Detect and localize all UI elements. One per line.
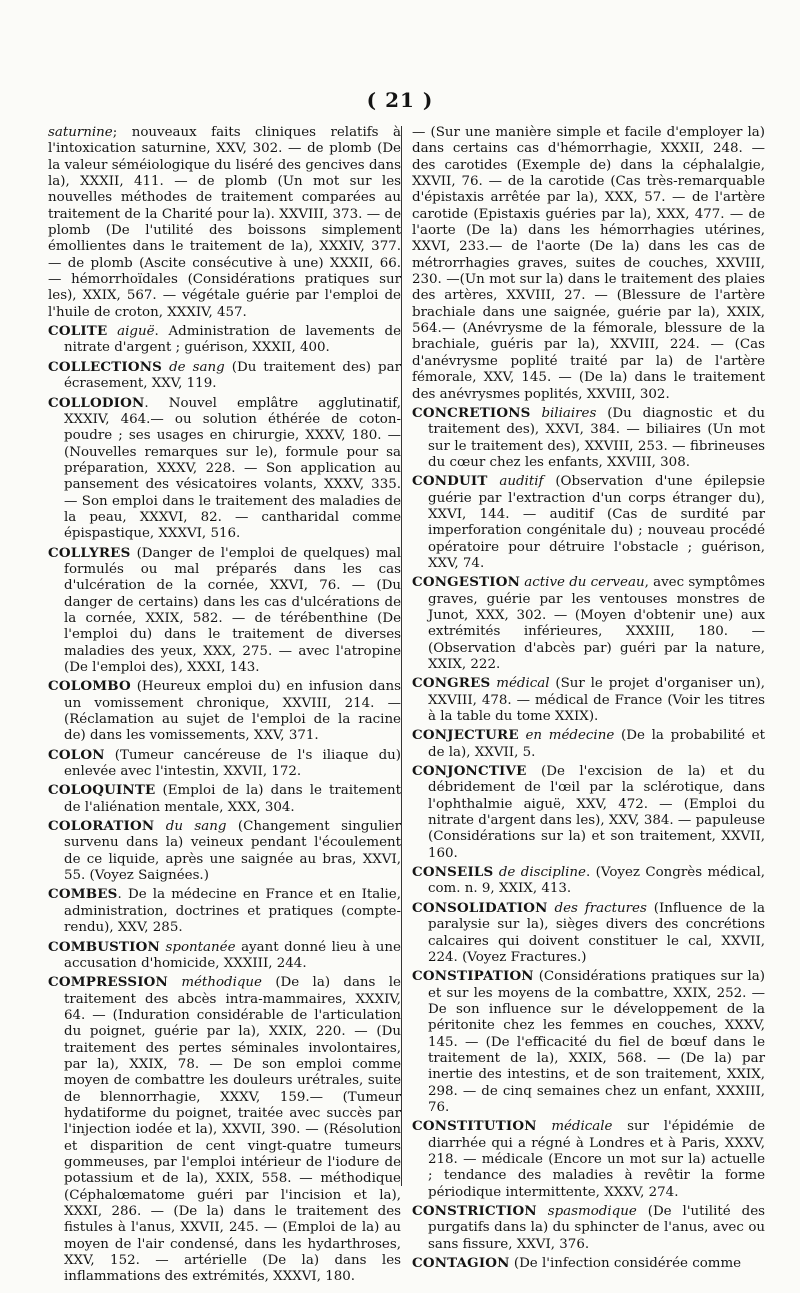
entry-text: (Considérations pratiques sur la) et sur les moyens de la combattre, XXIX, 252. — De son influence sur le développement de la péritonite chez les femmes en couches, XXXV, 145. — (De l'efficacité du fiel de bœuf dans le traitement de la), XXIX, 568. — (De la) par inertie des intestins, et de son traitement, XXIX, 298. — de cinq semaines chez un enfant, XXXIII, 76.: [428, 969, 765, 1115]
entry-headword: COLOQUINTE: [48, 782, 156, 799]
entry-headword: CONGRES: [412, 675, 491, 692]
entry-headword: COMBUSTION: [48, 938, 160, 955]
index-entry: [48, 974, 401, 1286]
entry-text: (Du diagnostic et du traitement des), XXVI, 384. — biliaires (Un mot sur le traitement des), XXVIII, 253. — fibrineuses du cœur chez les enfants, XXVIII, 308.: [428, 405, 765, 470]
entry-text: (Changement singulier survenu dans la) veineux pendant l'écoulement de ce liquide, après une saignée au bras, XXVI, 55. (Voyez Saignées.): [64, 819, 401, 884]
entry-text: (Observation d'une épilepsie guérie par l'extraction d'un corps étranger du), XXVI, 144. — auditif (Cas de surdité par imperforation congénitale du) ; nouveau procédé opératoire pour détruire l'obstacle ; guérison, XXV, 74.: [428, 474, 765, 571]
entry-qualifier: active du cerveau: [524, 575, 645, 591]
column-divider: [401, 126, 402, 1186]
index-entry: [412, 473, 765, 572]
entry-qualifier: du sang: [165, 819, 227, 835]
entry-headword: CONSTITUTION: [412, 1118, 537, 1135]
entry-text: (De la probabilité et de la), XXVII, 5.: [428, 728, 765, 760]
index-entry: [412, 1255, 765, 1272]
entry-text: (Tumeur cancéreuse de l's iliaque du) enlevée avec l'intestin, XXVII, 172.: [64, 747, 401, 780]
entry-text: . (Voyez Congrès médical, com. n. 9, XXIX, 413.: [428, 865, 765, 897]
entry-text: (Danger de l'emploi de quelques) mal formulés ou mal préparés dans les cas d'ulcération de la cornée, XXVI, 76. — (Du danger de certains) dans les cas d'ulcérations de la cornée, XXIX, 582. — de térébenthine (De l'emploi du) dans le traitement de diverses maladies des yeux, XXX, 275. — avec l'atropine (De l'emploi des), XXXI, 143.: [64, 545, 401, 675]
index-entry: [412, 1203, 765, 1253]
entry-text: (Emploi de la) dans le traitement de l'aliénation mentale, XXX, 304.: [64, 783, 401, 815]
page-number: ( 21 ): [366, 88, 434, 112]
index-entry: [48, 818, 401, 884]
index-entry: [48, 545, 401, 677]
index-entry: [48, 359, 401, 393]
entry-headword: CONSTIPATION: [412, 968, 534, 985]
index-entry: [412, 900, 765, 966]
entry-text: sur l'épidémie de diarrhée qui a régné à Londres et à Paris, XXXV, 218. — médicale (Encore un mot sur la) actuelle ; tendance des maladies à revêtir la forme périodique intermittente, XXXV, 274.: [428, 1119, 765, 1200]
entry-text: . Nouvel emplâtre agglutinatif, XXXIV, 464.— ou solution éthérée de coton-poudre ; ses usages en chirurgie, XXXV, 180. — (Nouvelles remarques sur le), formule pour sa préparation, XXXV, 228. — Son application au pansement des vésicatoires volants, XXXV, 335. — Son emploi dans le traitement des maladies de la peau, XXXVI, 82. — cantharidal comme épispastique, XXXVI, 516.: [64, 395, 401, 542]
entry-headword: CONCRETIONS: [412, 404, 531, 421]
entry-qualifier: biliaires: [541, 405, 597, 421]
index-entry: [412, 864, 765, 898]
entry-qualifier: médicale: [551, 1119, 613, 1135]
entry-text: (Influence de la paralysie sur la), sièges divers des concrétions calcaires qui doivent constituer le cal, XXVII, 224. (Voyez Fractures.): [428, 900, 765, 965]
entry-qualifier: en médecine: [525, 728, 615, 744]
entry-text: — (Sur une manière simple et facile d'employer la) dans certains cas d'hémorrhagie, XXXII, 248. — des carotides (Exemple de) dans la céphalalgie, XXVII, 76. — de la carotide (Cas très-remarquable d'épistaxis arrêtée par la), XXX, 57. — de l'artère carotide (Epistaxis guéries par la), XXX, 477. — de l'aorte (De la) dans les hémorrhagies utérines, XXVI, 233.— de l'aorte (De la) dans les cas de métrorrhagies graves, suites de couches, XXVIII, 230. —(Un mot sur la) dans le traitement des plaies des artères, XXVIII, 27. — (Blessure de l'artère brachiale dans une saignée, guérie par la), XXIX, 564.— (Anévrysme de la fémorale, blessure de la brachiale, guéris par la), XXVIII, 224. — (Cas d'anévrysme poplité traité par la) de l'artère fémorale, XXV, 145. — (De la) dans le traitement des anévrysmes poplités, XXVIII, 302.: [412, 125, 765, 402]
entry-text: (Du traitement des) par écrasement, XXV, 119.: [64, 359, 402, 392]
entry-qualifier: aiguë: [117, 324, 155, 340]
entry-headword: CONSTRICTION: [412, 1203, 537, 1219]
entry-headword: CONGESTION: [412, 574, 521, 591]
index-entry: [48, 939, 401, 973]
entry-text: ; nouveaux faits cliniques relatifs à l'intoxication saturnine, XXV, 302. — de plomb (De la valeur séméiologique du liséré des gencives dans la), XXXII, 411. — de plomb (Un mot sur les nouvelles méthodes de traitement comparées au traitement de la Charité pour la). XXVIII, 373. — de plomb (De l'utilité des boissons simplement émollientes dans le traitement de la), XXXIV, 377. — de plomb (Ascite consécutive à une) XXXII, 66. — hémorrhoïdales (Considérations pratiques sur les), XXIX, 567. — végétale guérie par l'emploi de l'huile de croton, XXXIV, 457.: [48, 125, 401, 320]
entry-headword: COLLYRES: [48, 544, 131, 561]
entry-qualifier: spasmodique: [547, 1204, 637, 1219]
entry-text: ayant donné lieu à une accusation d'homicide, XXXIII, 244.: [64, 939, 401, 971]
entry-text: (De l'excision de la) et du débridement de l'œil par la sclérotique, dans l'ophthalmie aiguë, XXV, 472. — (Emploi du nitrate d'argent dans les), XXV, 384. — papuleuse (Considérations sur la) et son traitement, XXVII, 160.: [428, 764, 765, 861]
entry-text: . De la médecine en France et en Italie, administration, doctrines et pratiques (compte-rendu), XXV, 285.: [64, 887, 401, 936]
entry-headword: CONSOLIDATION: [412, 899, 548, 916]
index-entry: [48, 124, 401, 321]
entry-text: (Sur le projet d'organiser un), XXVIII, 478. — médical de France (Voir les titres à la table du tome XXIX).: [428, 676, 765, 725]
index-entry: [412, 574, 765, 673]
index-entry: [412, 727, 765, 761]
entry-headword: CONJECTURE: [412, 727, 519, 744]
entry-headword: COLLECTIONS: [48, 358, 163, 375]
index-entry: [48, 782, 401, 816]
entry-qualifier: de discipline: [498, 865, 586, 881]
entry-headword: COMPRESSION: [48, 974, 168, 991]
index-entry: [48, 747, 401, 781]
index-entry: [48, 323, 401, 357]
left-column: [48, 124, 401, 1288]
entry-qualifier: saturnine: [48, 125, 113, 140]
index-entry: [412, 968, 765, 1116]
entry-headword: CONTAGION: [412, 1255, 510, 1272]
entry-qualifier: spontanée: [165, 939, 236, 955]
right-column: [412, 124, 765, 1274]
entry-text: (Heureux emploi du) en infusion dans un vomissement chronique, XXVIII, 214. — (Réclamation au sujet de l'emploi de la racine de) dans les vomissements, XXV, 371.: [64, 679, 401, 744]
index-entry: [48, 395, 401, 543]
entry-headword: COLON: [48, 746, 105, 763]
entry-headword: COLORATION: [48, 818, 155, 835]
index-entry: [412, 124, 765, 403]
entry-text: (De la) dans le traitement des abcès intra-mammaires, XXXIV, 64. — (Induration considérable de l'articulation du poignet, guérie par la), XXIX, 220. — (Du traitement des pertes séminales involontaires, par la), XXIX, 78. — De son emploi comme moyen de combattre les douleurs urétrales, suite de blennorrhagie, XXXV, 159.— (Tumeur hydatiforme du poignet, traitée avec succès par l'injection iodée et la), XXVII, 390. — (Résolution et disparition de cent vingt-quatre tumeurs gommeuses, par l'emploi intérieur de l'iodure de potassium et de la), XXIX, 558. — méthodique (Céphalœmatome guéri par l'incision et la), XXXI, 286. — (De la) dans le traitement des fistules à l'anus, XXVII, 245. — (Emploi de la) au moyen de l'air condensé, dans les hydarthroses, XXV, 152. — artérielle (De la) dans les inflammations des extrémités, XXXVI, 180.: [64, 975, 401, 1285]
entry-headword: CONJONCTIVE: [412, 763, 527, 780]
index-entry: [412, 675, 765, 725]
entry-headword: COLITE: [48, 323, 108, 340]
index-entry: [48, 678, 401, 744]
entry-headword: CONSEILS: [412, 864, 494, 881]
entry-qualifier: auditif: [499, 474, 544, 490]
entry-headword: COMBES: [48, 886, 118, 903]
index-entry: [412, 763, 765, 862]
entry-text: , avec symptômes graves, guérie par les ventouses monstres de Junot, XXX, 302. — (Moyen d'obtenir une) aux extrémités inférieures, XXXIII, 180. — (Observation d'abcès par) guéri par la nature, XXIX, 222.: [428, 575, 765, 672]
entry-qualifier: des fractures: [554, 900, 647, 916]
entry-text: (De l'infection considérée comme: [509, 1256, 742, 1272]
index-entry: [412, 1118, 765, 1201]
index-entry: [48, 886, 401, 936]
entry-text: (De l'utilité des purgatifs dans la) du sphincter de l'anus, avec ou sans fissure, XXVI, 376.: [428, 1204, 765, 1252]
entry-text: . Administration de lavements de nitrate d'argent ; guérison, XXXII, 400.: [64, 324, 401, 356]
entry-headword: COLLODION: [48, 394, 145, 411]
index-entry: [412, 405, 765, 471]
entry-qualifier: de sang: [169, 359, 225, 375]
entry-headword: CONDUIT: [412, 473, 488, 490]
entry-qualifier: méthodique: [181, 975, 262, 991]
entry-qualifier: médical: [496, 676, 550, 692]
entry-headword: COLOMBO: [48, 678, 131, 695]
